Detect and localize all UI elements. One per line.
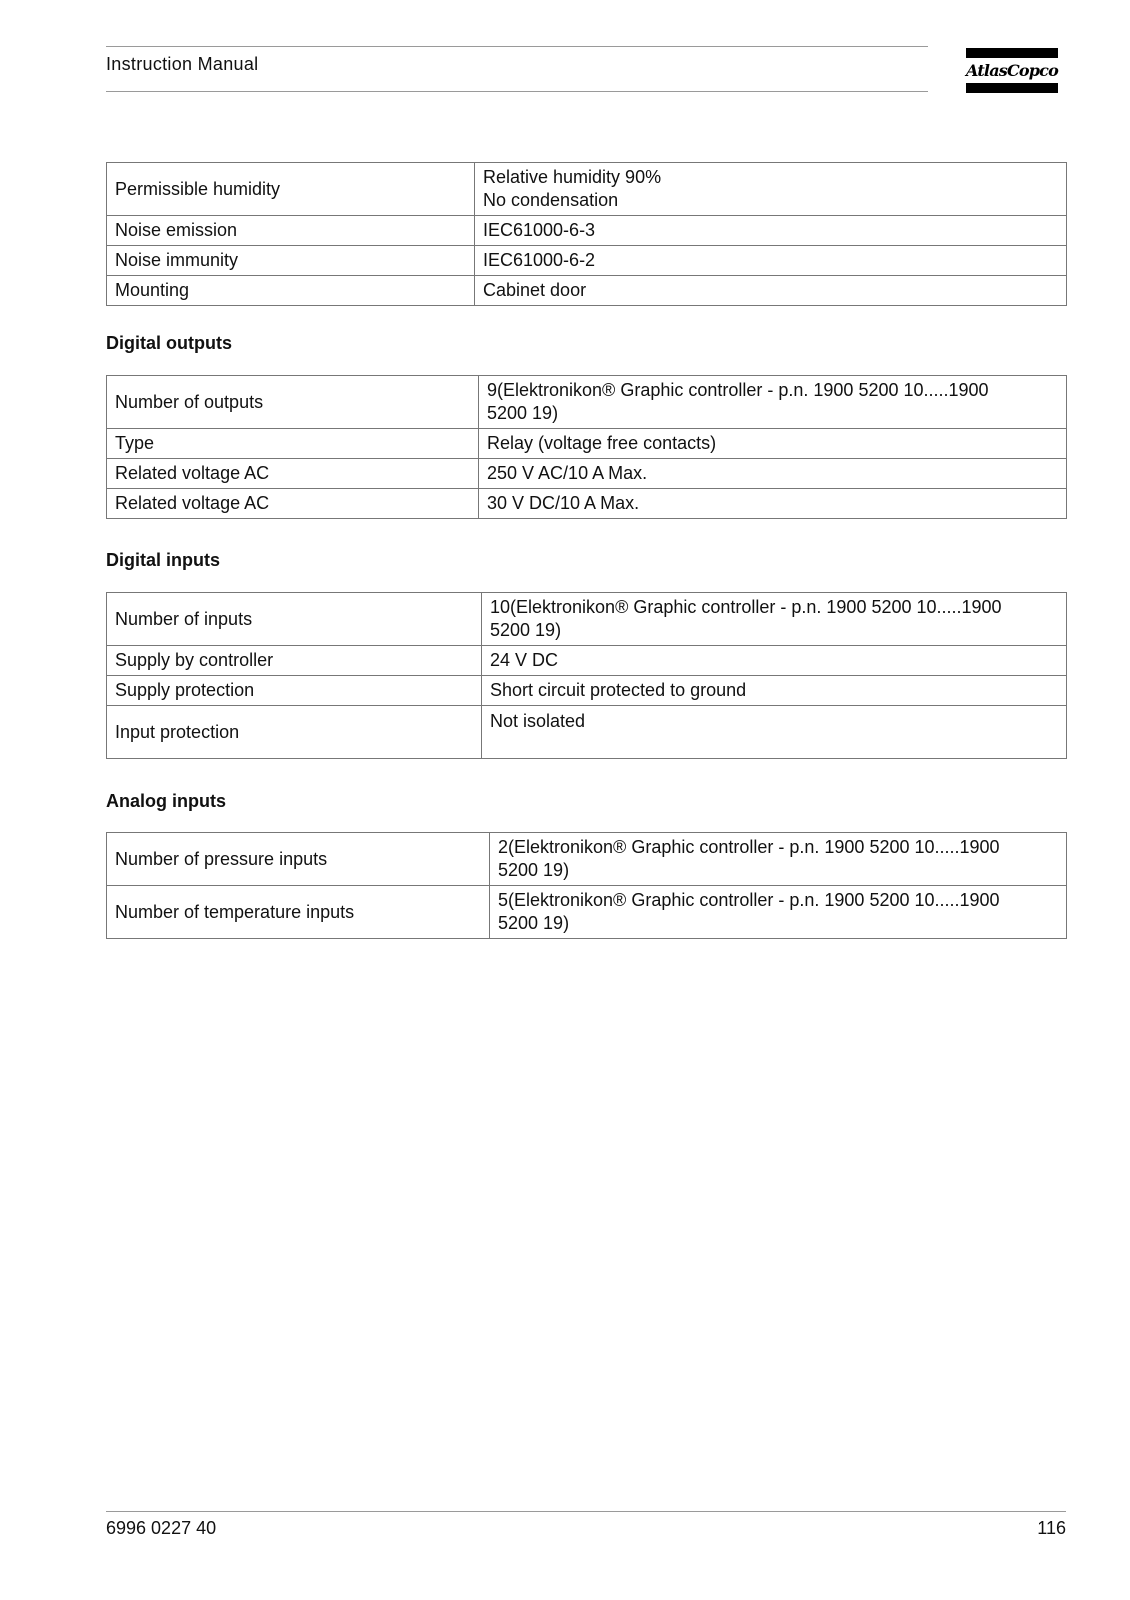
spec-label: Noise immunity [107, 246, 475, 276]
table-row [107, 706, 1067, 759]
table-row [107, 429, 1067, 459]
spec-value: Short circuit protected to ground [482, 676, 1067, 706]
spec-label: Permissible humidity [107, 163, 475, 216]
spec-value [475, 163, 1067, 216]
section-title-analog-inputs: Analog inputs [106, 791, 226, 811]
table-row [107, 593, 1067, 646]
spec-value: Cabinet door [475, 276, 1067, 306]
spec-label: Noise emission [107, 216, 475, 246]
table-row [107, 246, 1067, 276]
digital-inputs-table [106, 592, 1067, 759]
spec-value-line: 5200 19) [490, 620, 562, 640]
spec-value: 250 V AC/10 A Max. [479, 459, 1067, 489]
section-title-digital-inputs: Digital inputs [106, 550, 220, 570]
spec-label: Number of pressure inputs [107, 833, 490, 886]
spec-value-line: 5200 19) [498, 860, 570, 880]
spec-value: Relay (voltage free contacts) [479, 429, 1067, 459]
spec-value: 24 V DC [482, 646, 1067, 676]
table-row [107, 833, 1067, 886]
spec-value-line: 10(Elektronikon® Graphic controller - p.n. 1900 5200 10.....1900 [490, 597, 1002, 617]
header-bottom-rule [106, 91, 928, 92]
atlas-copco-logo [966, 48, 1058, 93]
spec-value-line: 5200 19) [487, 403, 559, 423]
logo-wordmark: AtlasCopco [966, 61, 1058, 80]
spec-label: Number of outputs [107, 376, 479, 429]
spec-label: Related voltage AC [107, 489, 479, 519]
analog-inputs-table [106, 832, 1067, 939]
footer-rule [106, 1511, 1066, 1512]
spec-label: Number of temperature inputs [107, 886, 490, 939]
logo-bottom-bar [966, 83, 1058, 93]
table-row [107, 216, 1067, 246]
table-row [107, 646, 1067, 676]
spec-value [490, 886, 1067, 939]
table-row [107, 489, 1067, 519]
spec-label: Mounting [107, 276, 475, 306]
table-row [107, 886, 1067, 939]
spec-value-line: 5200 19) [498, 913, 570, 933]
table-row [107, 459, 1067, 489]
spec-value: Not isolated [482, 706, 1067, 759]
spec-value [490, 833, 1067, 886]
spec-value [479, 376, 1067, 429]
page-number: 116 [1037, 1518, 1066, 1538]
spec-label: Supply protection [107, 676, 482, 706]
spec-value-line: Relative humidity 90% [483, 167, 662, 187]
table-row [107, 163, 1067, 216]
spec-value [482, 593, 1067, 646]
spec-value-line: 5(Elektronikon® Graphic controller - p.n. 1900 5200 10.....1900 [498, 890, 1000, 910]
header-top-rule [106, 46, 928, 47]
spec-label: Number of inputs [107, 593, 482, 646]
section-title-digital-outputs: Digital outputs [106, 333, 232, 353]
table-row [107, 676, 1067, 706]
spec-label: Supply by controller [107, 646, 482, 676]
document-title: Instruction Manual [106, 54, 259, 74]
logo-top-bar [966, 48, 1058, 58]
digital-outputs-table [106, 375, 1067, 519]
document-number: 6996 0227 40 [106, 1518, 217, 1538]
environment-spec-table [106, 162, 1067, 306]
spec-value-line: No condensation [483, 190, 619, 210]
table-row [107, 276, 1067, 306]
spec-value-line: 2(Elektronikon® Graphic controller - p.n. 1900 5200 10.....1900 [498, 837, 1000, 857]
table-row [107, 376, 1067, 429]
spec-value: 30 V DC/10 A Max. [479, 489, 1067, 519]
spec-label: Input protection [107, 706, 482, 759]
spec-value: IEC61000-6-3 [475, 216, 1067, 246]
spec-label: Related voltage AC [107, 459, 479, 489]
spec-value-line: 9(Elektronikon® Graphic controller - p.n. 1900 5200 10.....1900 [487, 380, 989, 400]
spec-label: Type [107, 429, 479, 459]
spec-value: IEC61000-6-2 [475, 246, 1067, 276]
